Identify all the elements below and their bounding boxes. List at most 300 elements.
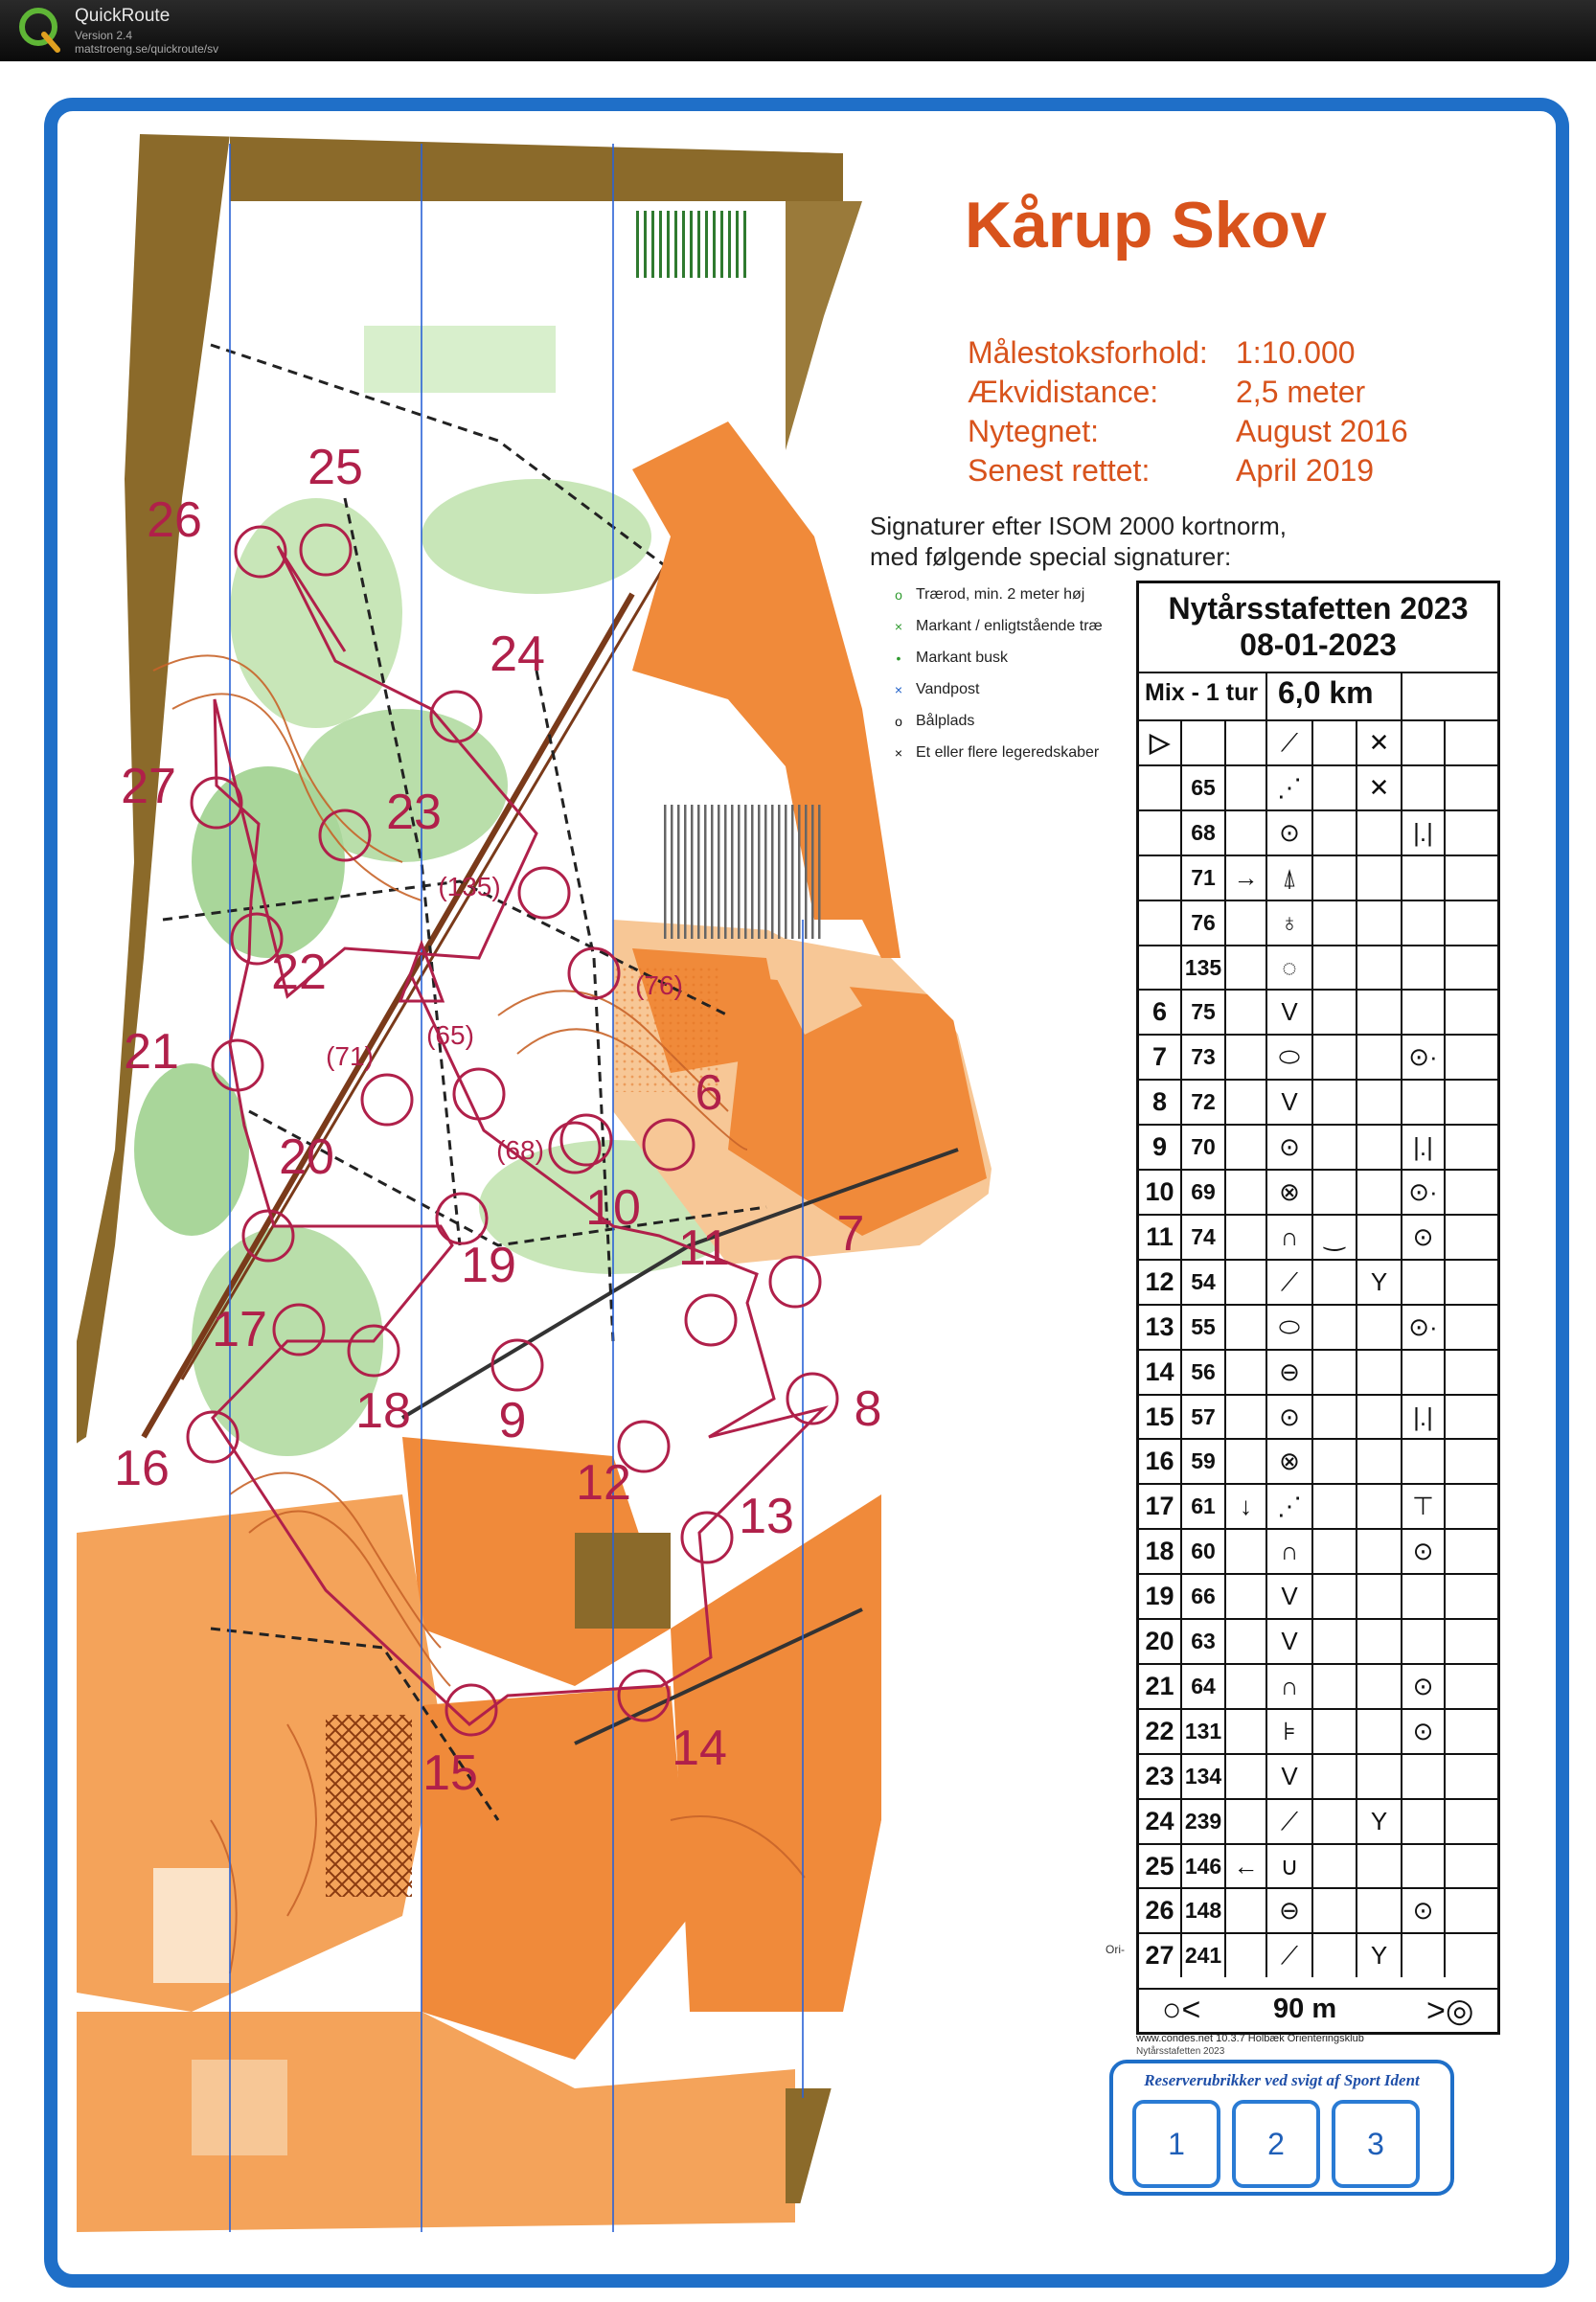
description-cell-d: V	[1267, 1620, 1313, 1663]
punch-box-3: 3	[1332, 2100, 1420, 2188]
description-cell-seq	[1139, 766, 1182, 809]
description-cell-seq: 8	[1139, 1081, 1182, 1124]
signature-intro: Signaturer efter ISOM 2000 kortnorm,	[870, 512, 1287, 540]
description-cell-g	[1402, 1351, 1446, 1394]
description-cell-code: 65	[1182, 766, 1226, 809]
start-cell-code	[1182, 721, 1226, 764]
control-number: 19	[461, 1238, 516, 1293]
description-cell-c	[1226, 766, 1267, 809]
symbol-label: Markant / enligtstående træ	[916, 618, 1103, 634]
control-number: 22	[271, 945, 327, 1000]
control-number: (71)	[326, 1041, 374, 1071]
symbol-mark-icon: o	[895, 587, 902, 603]
description-cell-e	[1313, 901, 1357, 945]
description-cell-d: V	[1267, 1755, 1313, 1798]
control-number: (65)	[426, 1020, 474, 1050]
info-label: Ækvidistance:	[968, 375, 1159, 409]
description-cell-c	[1226, 1351, 1267, 1394]
description-row	[1139, 945, 1497, 990]
description-cell-code: 74	[1182, 1216, 1226, 1259]
description-cell-seq: 17	[1139, 1485, 1182, 1528]
description-cell-e	[1313, 1845, 1357, 1888]
control-description-table	[1136, 581, 1500, 2035]
description-cell-c	[1226, 1216, 1267, 1259]
description-cell-f	[1357, 946, 1402, 990]
description-cell-h	[1446, 1440, 1497, 1483]
control-number: 23	[386, 785, 442, 840]
description-cell-f	[1357, 991, 1402, 1034]
description-cell-h	[1446, 856, 1497, 900]
description-cell-h	[1446, 766, 1497, 809]
description-cell-g	[1402, 1755, 1446, 1798]
info-value: August 2016	[1236, 414, 1408, 448]
description-cell-g	[1402, 1620, 1446, 1663]
info-value: 2,5 meter	[1236, 375, 1366, 409]
description-cell-seq: 14	[1139, 1351, 1182, 1394]
credit-line: www.condes.net 10.3.7 Holbæk Orienteringsklub	[1136, 2033, 1364, 2044]
control-number: 27	[121, 759, 176, 814]
control-number: 8	[854, 1381, 882, 1437]
control-number: 25	[308, 440, 363, 495]
description-cell-h	[1446, 1889, 1497, 1932]
description-cell-e	[1313, 766, 1357, 809]
description-cell-code: 57	[1182, 1396, 1226, 1439]
description-cell-g	[1402, 1800, 1446, 1843]
description-cell-h	[1446, 1126, 1497, 1169]
description-cell-code: 72	[1182, 1081, 1226, 1124]
description-cell-c	[1226, 1171, 1267, 1214]
info-label: Nytegnet:	[968, 414, 1099, 448]
finish-row	[1139, 1988, 1497, 2034]
control-number: 6	[695, 1065, 723, 1121]
description-cell-d: ∩	[1267, 1665, 1313, 1708]
description-cell-g	[1402, 856, 1446, 900]
start-cell-c	[1226, 721, 1267, 764]
description-cell-c	[1226, 1800, 1267, 1843]
credit-line: Nytårsstafetten 2023	[1136, 2046, 1225, 2057]
description-cell-code: 63	[1182, 1620, 1226, 1663]
signature-intro: med følgende special signaturer:	[870, 542, 1232, 571]
description-cell-f	[1357, 1485, 1402, 1528]
description-cell-seq: 7	[1139, 1036, 1182, 1079]
description-row	[1139, 1573, 1497, 1618]
description-cell-e	[1313, 991, 1357, 1034]
description-cell-seq	[1139, 901, 1182, 945]
description-cell-g	[1402, 946, 1446, 990]
description-cell-e	[1313, 1800, 1357, 1843]
description-cell-e: ‿	[1313, 1216, 1357, 1259]
description-cell-d: ⊗	[1267, 1440, 1313, 1483]
description-cell-g: ⊙	[1402, 1216, 1446, 1259]
description-cell-h	[1446, 901, 1497, 945]
description-row	[1139, 764, 1497, 809]
description-cell-code: 241	[1182, 1934, 1226, 1977]
description-cell-d: V	[1267, 1081, 1313, 1124]
description-cell-f: Y	[1357, 1261, 1402, 1304]
description-cell-d: ⟋	[1267, 1261, 1313, 1304]
description-cell-f	[1357, 1036, 1402, 1079]
description-cell-f	[1357, 1081, 1402, 1124]
description-cell-seq: 11	[1139, 1216, 1182, 1259]
description-cell-g: ⊤	[1402, 1485, 1446, 1528]
control-number: 14	[672, 1721, 727, 1776]
description-row	[1139, 1169, 1497, 1214]
course-length: 6,0 km	[1278, 675, 1374, 710]
description-cell-h	[1446, 946, 1497, 990]
description-cell-e	[1313, 1575, 1357, 1618]
app-name: QuickRoute	[75, 6, 171, 26]
description-cell-e	[1313, 1261, 1357, 1304]
map-title: Kårup Skov	[965, 189, 1327, 262]
description-cell-code: 64	[1182, 1665, 1226, 1708]
description-cell-d: ◌	[1267, 946, 1313, 990]
description-cell-c	[1226, 901, 1267, 945]
description-row	[1139, 1438, 1497, 1483]
description-cell-e	[1313, 1530, 1357, 1573]
description-cell-code: 131	[1182, 1710, 1226, 1753]
description-cell-seq: 18	[1139, 1530, 1182, 1573]
description-cell-code: 71	[1182, 856, 1226, 900]
description-row	[1139, 1618, 1497, 1663]
description-cell-c	[1226, 1620, 1267, 1663]
description-cell-code: 135	[1182, 946, 1226, 990]
start-cell-f: ✕	[1357, 721, 1402, 764]
description-cell-d: V	[1267, 991, 1313, 1034]
description-cell-f	[1357, 1575, 1402, 1618]
description-cell-f	[1357, 1306, 1402, 1349]
description-cell-code: 134	[1182, 1755, 1226, 1798]
control-number: 26	[147, 492, 202, 548]
control-number: 11	[678, 1220, 730, 1276]
description-cell-f	[1357, 1665, 1402, 1708]
control-number: 7	[836, 1206, 865, 1262]
description-cell-c	[1226, 1440, 1267, 1483]
description-row	[1139, 1798, 1497, 1843]
description-cell-code: 60	[1182, 1530, 1226, 1573]
app-version: Version 2.4	[75, 29, 133, 42]
description-cell-f: Y	[1357, 1800, 1402, 1843]
description-cell-f	[1357, 1530, 1402, 1573]
description-row	[1139, 1887, 1497, 1932]
description-row	[1139, 989, 1497, 1034]
description-cell-h	[1446, 1081, 1497, 1124]
description-cell-seq: 15	[1139, 1396, 1182, 1439]
description-cell-d: ⋰	[1267, 766, 1313, 809]
description-cell-c	[1226, 1306, 1267, 1349]
description-cell-f	[1357, 901, 1402, 945]
description-row	[1139, 855, 1497, 900]
description-cell-seq	[1139, 856, 1182, 900]
description-cell-g	[1402, 1440, 1446, 1483]
description-cell-seq: 12	[1139, 1261, 1182, 1304]
description-cell-d: ∪	[1267, 1845, 1313, 1888]
description-cell-seq: 16	[1139, 1440, 1182, 1483]
description-row	[1139, 1932, 1497, 1977]
description-cell-g: ⊙	[1402, 1530, 1446, 1573]
description-cell-h	[1446, 1710, 1497, 1753]
start-cell-e	[1313, 721, 1357, 764]
description-cell-h	[1446, 1800, 1497, 1843]
description-cell-c: ←	[1226, 1845, 1267, 1888]
description-cell-g	[1402, 1261, 1446, 1304]
backup-title: Reserverubrikker ved svigt af Sport Ident	[1144, 2071, 1420, 2089]
symbol-legend-item	[893, 618, 1103, 635]
event-date: 08-01-2023	[1240, 627, 1397, 662]
description-cell-e	[1313, 1665, 1357, 1708]
symbol-label: Markant busk	[916, 650, 1009, 666]
description-cell-c	[1226, 1710, 1267, 1753]
description-cell-f	[1357, 856, 1402, 900]
description-cell-g: ⊙	[1402, 1665, 1446, 1708]
description-cell-h	[1446, 1934, 1497, 1977]
description-row	[1139, 1214, 1497, 1259]
description-cell-e	[1313, 1396, 1357, 1439]
description-cell-d: ⊙	[1267, 811, 1313, 855]
event-name: Nytårsstafetten 2023	[1168, 591, 1469, 626]
description-cell-g: ⊙·	[1402, 1306, 1446, 1349]
description-cell-c	[1226, 1081, 1267, 1124]
description-cell-e	[1313, 1710, 1357, 1753]
info-value: 1:10.000	[1236, 335, 1356, 370]
description-cell-code: 68	[1182, 811, 1226, 855]
symbol-label: Et eller flere legeredskaber	[916, 744, 1100, 761]
symbol-legend-item	[893, 586, 1084, 604]
description-row	[1139, 1663, 1497, 1708]
symbol-mark-icon: ×	[894, 745, 903, 761]
description-cell-h	[1446, 1261, 1497, 1304]
control-number: 20	[279, 1129, 334, 1185]
description-row	[1139, 1708, 1497, 1753]
description-row	[1139, 1349, 1497, 1394]
description-cell-g	[1402, 1934, 1446, 1977]
symbol-mark-icon: o	[895, 714, 902, 729]
description-cell-code: 61	[1182, 1485, 1226, 1528]
description-row	[1139, 1259, 1497, 1304]
description-cell-h	[1446, 1396, 1497, 1439]
symbol-mark-icon: •	[896, 650, 901, 666]
description-cell-e	[1313, 1351, 1357, 1394]
control-number: (76)	[635, 970, 683, 1000]
description-cell-c	[1226, 1934, 1267, 1977]
description-cell-c	[1226, 1889, 1267, 1932]
description-cell-c	[1226, 1261, 1267, 1304]
description-cell-f	[1357, 1845, 1402, 1888]
description-cell-seq: 27	[1139, 1934, 1182, 1977]
control-number: 15	[422, 1745, 478, 1801]
description-cell-code: 239	[1182, 1800, 1226, 1843]
description-cell-f	[1357, 1171, 1402, 1214]
description-cell-e	[1313, 1306, 1357, 1349]
description-cell-f: ✕	[1357, 766, 1402, 809]
description-cell-e	[1313, 946, 1357, 990]
control-number: 10	[585, 1180, 641, 1236]
description-cell-g: |.|	[1402, 1396, 1446, 1439]
symbol-label: Vandpost	[916, 681, 980, 697]
description-cell-d: ∩	[1267, 1216, 1313, 1259]
description-cell-c	[1226, 1665, 1267, 1708]
description-cell-e	[1313, 1620, 1357, 1663]
description-cell-d: ⊙	[1267, 1126, 1313, 1169]
description-cell-c	[1226, 1575, 1267, 1618]
description-cell-e	[1313, 811, 1357, 855]
description-row	[1139, 900, 1497, 945]
description-cell-c: ↓	[1226, 1485, 1267, 1528]
description-cell-f	[1357, 1620, 1402, 1663]
description-row	[1139, 1034, 1497, 1079]
description-cell-c: →	[1226, 856, 1267, 900]
description-cell-seq: 20	[1139, 1620, 1182, 1663]
control-number: 17	[212, 1302, 267, 1357]
description-cell-h	[1446, 1530, 1497, 1573]
description-cell-h	[1446, 1216, 1497, 1259]
description-cell-c	[1226, 946, 1267, 990]
control-number: 18	[355, 1383, 411, 1439]
control-number: 21	[124, 1024, 179, 1080]
description-cell-seq: 24	[1139, 1800, 1182, 1843]
start-cell-seq: ▷	[1139, 721, 1182, 764]
info-label: Senest rettet:	[968, 453, 1151, 488]
description-cell-seq: 23	[1139, 1755, 1182, 1798]
description-cell-f	[1357, 1126, 1402, 1169]
description-cell-c	[1226, 1530, 1267, 1573]
description-row	[1139, 1394, 1497, 1439]
description-cell-seq: 9	[1139, 1126, 1182, 1169]
finish-start-symbol: ○<	[1162, 1992, 1201, 2028]
punch-box-2: 2	[1232, 2100, 1320, 2188]
description-cell-e	[1313, 1889, 1357, 1932]
description-cell-code: 55	[1182, 1306, 1226, 1349]
description-cell-d: ⟋	[1267, 1934, 1313, 1977]
description-row	[1139, 1483, 1497, 1528]
start-row	[1139, 719, 1497, 764]
finish-distance: 90 m	[1273, 1994, 1337, 2024]
description-cell-e	[1313, 1755, 1357, 1798]
backup-punch-area	[1109, 2060, 1454, 2196]
info-value: April 2019	[1236, 453, 1375, 488]
description-cell-code: 75	[1182, 991, 1226, 1034]
symbol-legend-item	[893, 650, 1008, 667]
description-cell-code: 54	[1182, 1261, 1226, 1304]
description-cell-g: ⊙·	[1402, 1171, 1446, 1214]
control-number: 9	[498, 1393, 527, 1448]
description-cell-c	[1226, 991, 1267, 1034]
description-cell-seq: 13	[1139, 1306, 1182, 1349]
description-cell-g	[1402, 1845, 1446, 1888]
description-cell-g	[1402, 1575, 1446, 1618]
description-cell-h	[1446, 991, 1497, 1034]
description-cell-h	[1446, 1036, 1497, 1079]
description-cell-h	[1446, 1845, 1497, 1888]
description-cell-d: ⊙	[1267, 1396, 1313, 1439]
class-name: Mix - 1 tur	[1145, 679, 1259, 706]
description-cell-f	[1357, 1889, 1402, 1932]
start-cell-g	[1402, 721, 1446, 764]
description-cell-d: ⬭	[1267, 1306, 1313, 1349]
description-cell-h	[1446, 1306, 1497, 1349]
app-url[interactable]: matstroeng.se/quickroute/sv	[75, 42, 219, 56]
description-row	[1139, 1528, 1497, 1573]
info-label: Målestoksforhold:	[968, 335, 1208, 370]
description-cell-seq	[1139, 811, 1182, 855]
description-cell-d: ⊗	[1267, 1171, 1313, 1214]
description-cell-g	[1402, 766, 1446, 809]
description-cell-code: 76	[1182, 901, 1226, 945]
description-cell-code: 59	[1182, 1440, 1226, 1483]
description-cell-c	[1226, 1036, 1267, 1079]
description-cell-seq: 21	[1139, 1665, 1182, 1708]
description-cell-h	[1446, 1755, 1497, 1798]
description-cell-f	[1357, 1351, 1402, 1394]
description-cell-h	[1446, 1485, 1497, 1528]
description-cell-seq: 6	[1139, 991, 1182, 1034]
control-number: 12	[576, 1455, 631, 1511]
description-cell-c	[1226, 1755, 1267, 1798]
description-row	[1139, 1079, 1497, 1124]
description-cell-d: ⟋	[1267, 1800, 1313, 1843]
description-cell-g: ⊙·	[1402, 1036, 1446, 1079]
description-cell-d: ∩	[1267, 1530, 1313, 1573]
punch-box-1: 1	[1132, 2100, 1220, 2188]
finish-end-symbol: >◎	[1426, 1993, 1474, 2029]
description-cell-code: 66	[1182, 1575, 1226, 1618]
description-cell-h	[1446, 1575, 1497, 1618]
control-number: 13	[739, 1489, 794, 1544]
control-number: 24	[490, 627, 545, 682]
description-cell-g	[1402, 901, 1446, 945]
description-cell-d: ⬭	[1267, 1036, 1313, 1079]
description-cell-seq	[1139, 946, 1182, 990]
description-row	[1139, 1753, 1497, 1798]
description-cell-seq: 22	[1139, 1710, 1182, 1753]
description-cell-h	[1446, 1171, 1497, 1214]
description-cell-code: 56	[1182, 1351, 1226, 1394]
description-cell-e	[1313, 1485, 1357, 1528]
description-cell-g: ⊙	[1402, 1710, 1446, 1753]
description-cell-d: ♁	[1267, 901, 1313, 945]
symbol-label: Bålplads	[916, 713, 975, 729]
description-cell-code: 69	[1182, 1171, 1226, 1214]
description-cell-g	[1402, 991, 1446, 1034]
description-cell-f: Y	[1357, 1934, 1402, 1977]
symbol-label: Trærod, min. 2 meter høj	[916, 586, 1085, 603]
control-number: (135)	[438, 872, 501, 901]
map-terrain	[57, 125, 1015, 2251]
symbol-legend-item	[893, 744, 1099, 762]
description-cell-f	[1357, 1216, 1402, 1259]
symbol-mark-icon: ×	[894, 619, 903, 634]
description-cell-f	[1357, 1755, 1402, 1798]
description-cell-e	[1313, 1171, 1357, 1214]
description-cell-seq: 10	[1139, 1171, 1182, 1214]
description-cell-g: |.|	[1402, 1126, 1446, 1169]
description-cell-d: ⊖	[1267, 1889, 1313, 1932]
description-cell-g: |.|	[1402, 811, 1446, 855]
description-cell-seq: 25	[1139, 1845, 1182, 1888]
symbol-legend-item	[893, 681, 979, 698]
description-cell-e	[1313, 1126, 1357, 1169]
description-cell-d: ⍋	[1267, 856, 1313, 900]
description-cell-seq: 26	[1139, 1889, 1182, 1932]
description-row	[1139, 1304, 1497, 1349]
control-number: 16	[114, 1441, 170, 1496]
description-cell-code: 146	[1182, 1845, 1226, 1888]
symbol-legend-item	[893, 713, 974, 730]
symbol-mark-icon: ×	[894, 682, 903, 697]
description-cell-e	[1313, 1440, 1357, 1483]
description-row	[1139, 809, 1497, 855]
ori-text: Ori-	[1106, 1943, 1125, 1956]
description-cell-c	[1226, 1126, 1267, 1169]
